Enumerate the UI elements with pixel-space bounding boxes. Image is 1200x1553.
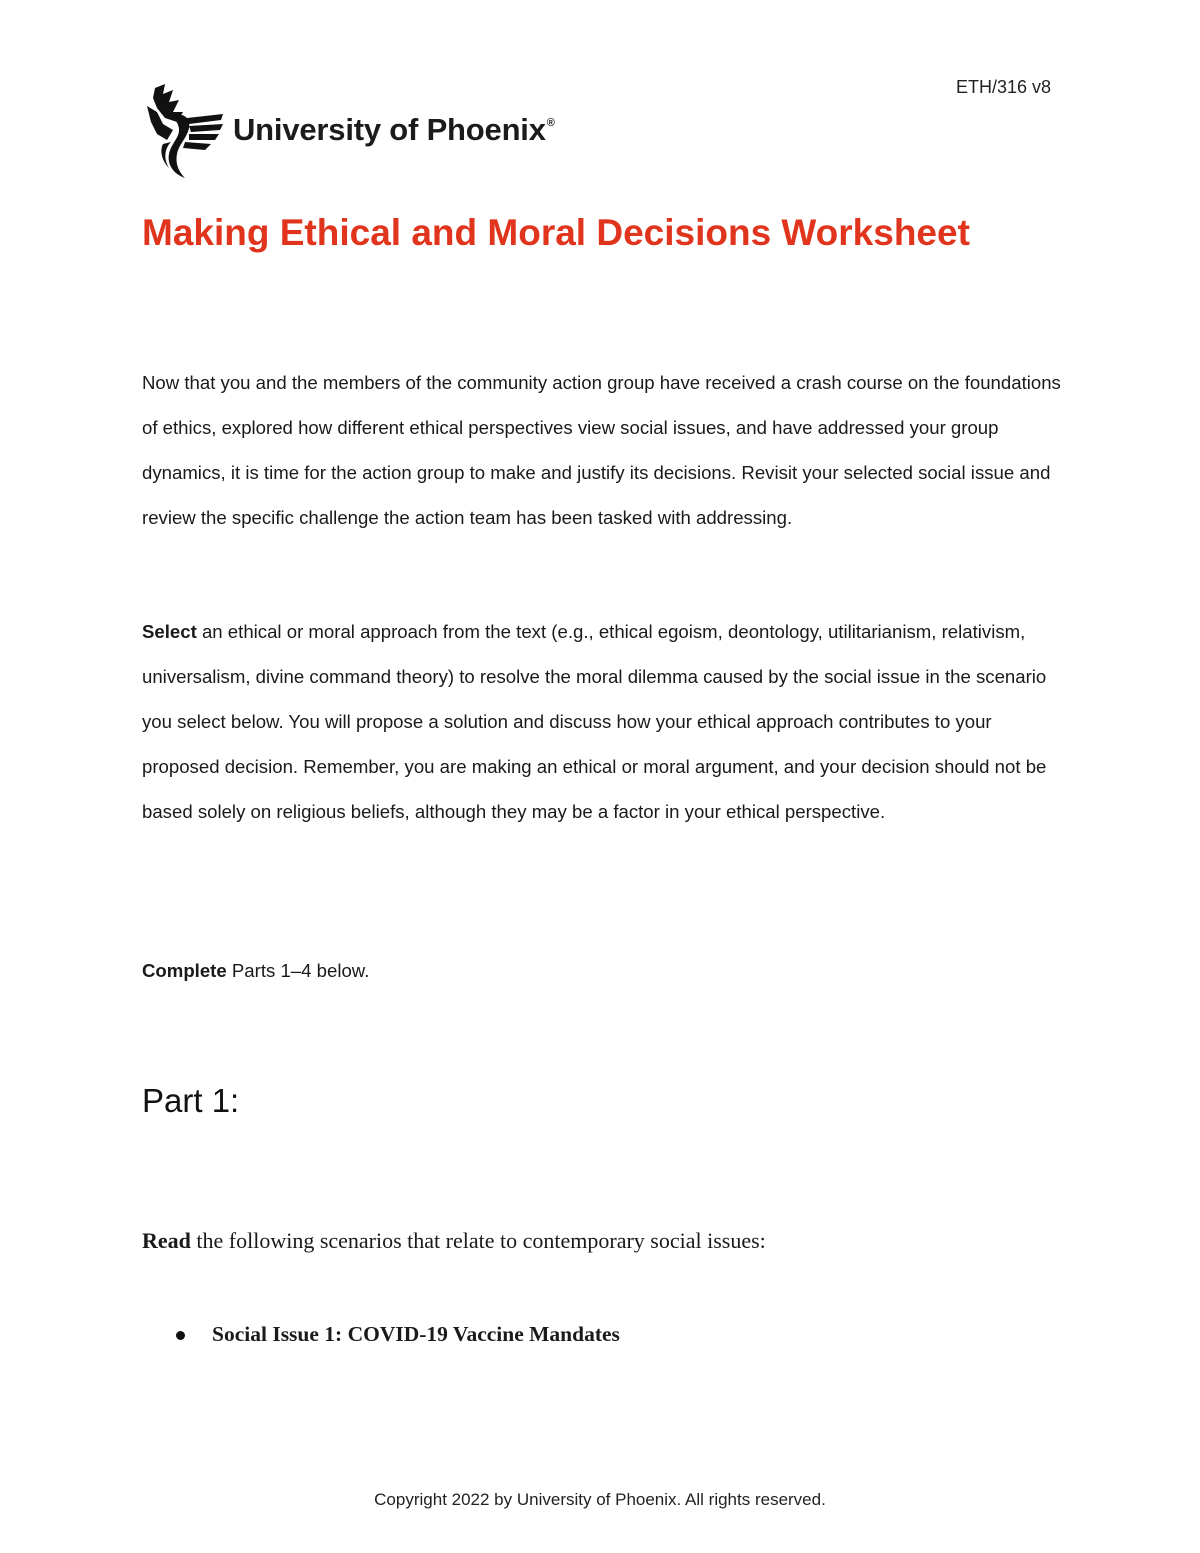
intro-paragraph: Now that you and the members of the community action group have received a crash course on the foundations of ethics, explored how different ethical perspectives view social issues, and have addressed your group dynamics, it is time for the action group to make and justify its decisions. Revisit your selected social issue and review the specific challenge the action team has been tasked with addressing. [142, 372, 1061, 528]
logo-text: University of Phoenix [233, 112, 546, 147]
read-text: the following scenarios that relate to contemporary social issues: [190, 1228, 766, 1253]
complete-paragraph [142, 948, 1062, 993]
registered-mark: ® [546, 117, 555, 129]
university-logo [143, 82, 573, 180]
course-code: ETH/316 v8 [956, 77, 1052, 97]
copyright-footer: Copyright 2022 by University of Phoenix. All rights reserved. [374, 1490, 826, 1509]
logo-wordmark [233, 112, 555, 148]
select-lead: Select [142, 621, 197, 642]
select-text: an ethical or moral approach from the text (e.g., ethical egoism, deontology, utilitarianism, relativism, universalism, divine command theory) to resolve the moral dilemma caused by the social issue in the scenario you select below. You will propose a solution and discuss how your ethical approach contributes to your proposed decision. Remember, you are making an ethical or moral argument, and your decision should not be based solely on religious beliefs, although they may be a factor in your ethical perspective. [142, 621, 1047, 822]
worksheet-title: Making Ethical and Moral Decisions Worksheet [142, 212, 970, 253]
social-issue-item: Social Issue 1: COVID-19 Vaccine Mandates [212, 1322, 620, 1346]
read-lead: Read [142, 1228, 191, 1253]
select-paragraph [142, 609, 1062, 834]
bullet-dot [176, 1331, 185, 1340]
complete-text: Parts 1–4 below. [226, 960, 370, 981]
read-instruction [142, 1228, 766, 1254]
part-1-heading: Part 1: [142, 1082, 240, 1119]
phoenix-bird-icon [143, 82, 225, 180]
complete-lead: Complete [142, 960, 227, 981]
